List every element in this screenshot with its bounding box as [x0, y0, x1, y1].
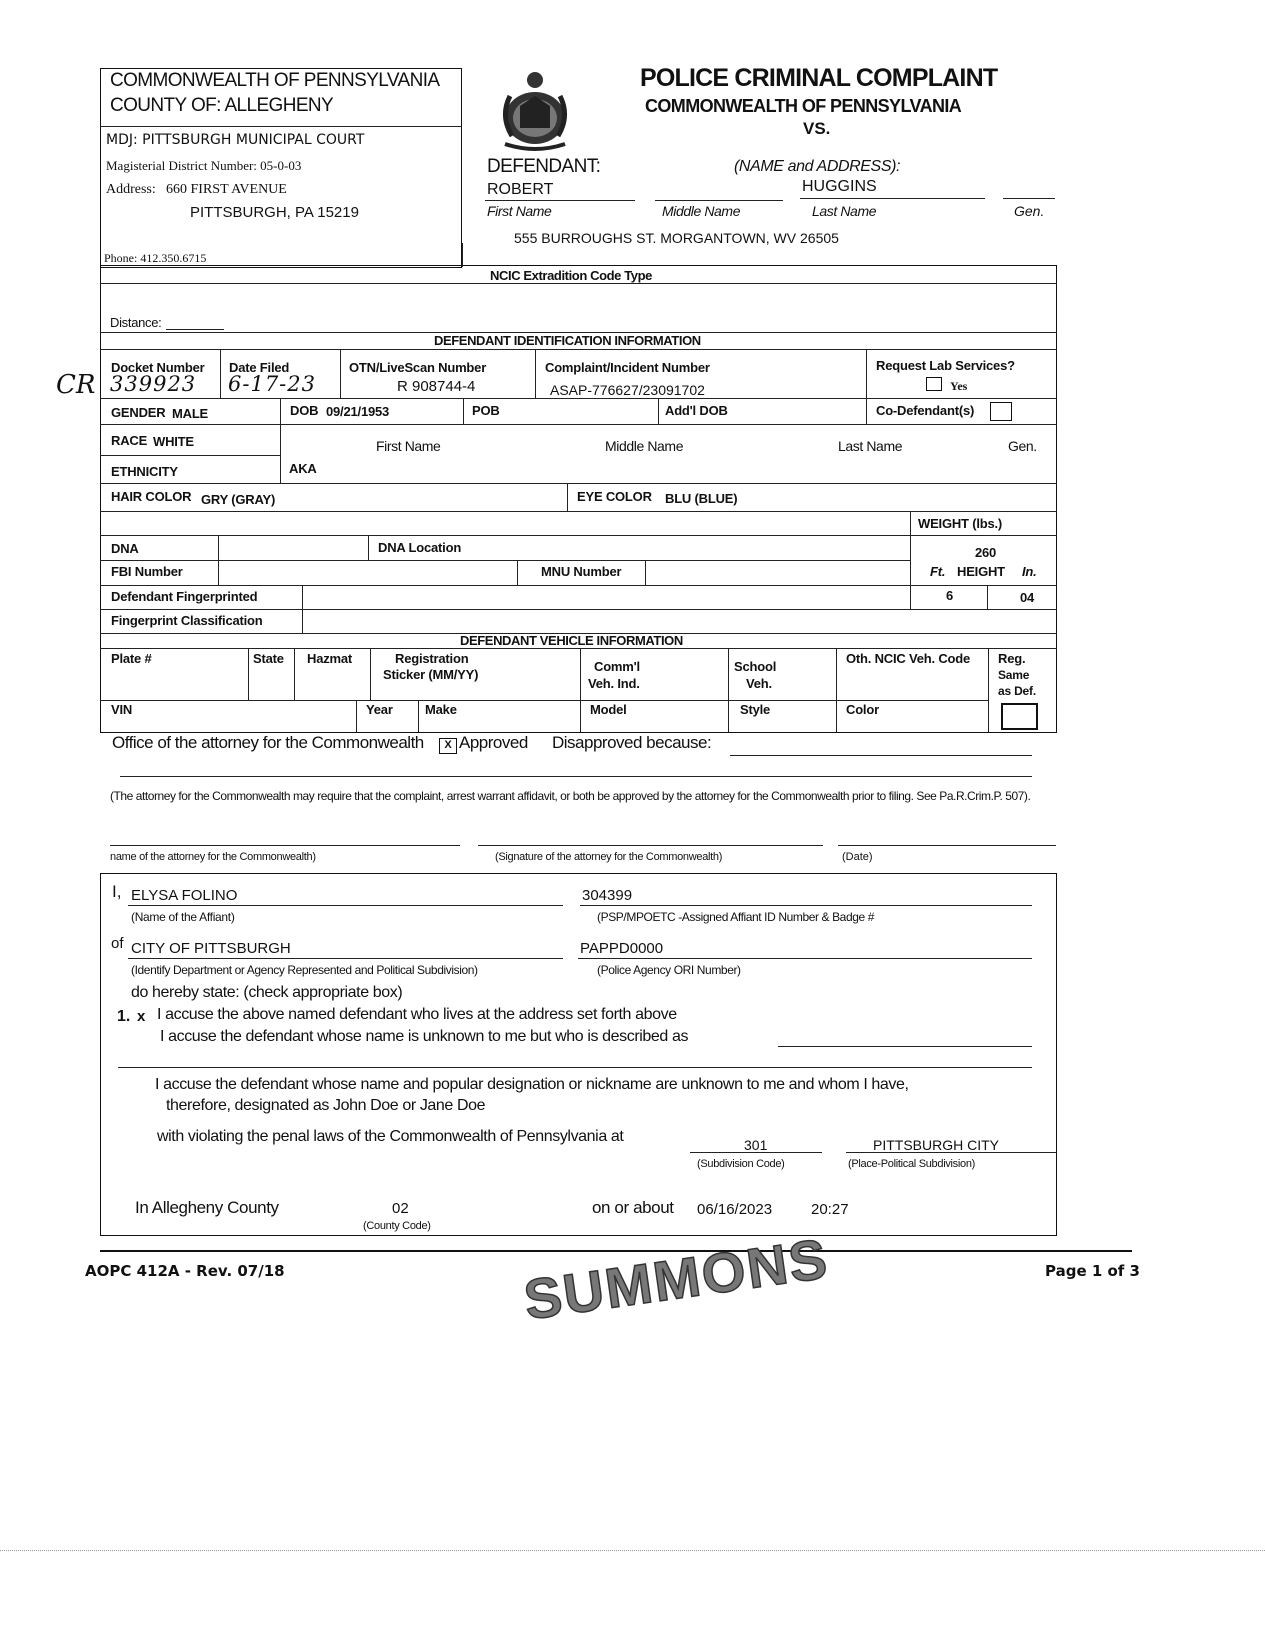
hazmat-label: Hazmat — [307, 651, 353, 666]
codefendant-label: Co-Defendant(s) — [876, 403, 975, 418]
item1-number: 1. — [117, 1008, 131, 1025]
item1-text: I accuse the above named defendant who lives at the address set forth above — [157, 1006, 677, 1023]
court-address-line2: PITTSBURGH, PA 15219 — [190, 204, 359, 221]
reg-same-label-2: Same — [998, 668, 1030, 682]
eye-color-label: EYE COLOR — [577, 489, 652, 504]
reg-same-checkbox[interactable] — [1001, 703, 1038, 730]
complaint-title: POLICE CRIMINAL COMPLAINT — [640, 64, 998, 92]
complaint-subtitle: COMMONWEALTH OF PENNSYLVANIA — [645, 96, 962, 116]
dna-location-label: DNA Location — [378, 540, 462, 555]
aka-middle-caption: Middle Name — [605, 438, 684, 454]
first-name-caption: First Name — [487, 203, 552, 219]
registration-sticker-label: Sticker (MM/YY) — [383, 667, 479, 682]
otn-label: OTN/LiveScan Number — [349, 360, 487, 375]
dob-label: DOB — [290, 403, 319, 418]
mnu-number-label: MNU Number — [541, 564, 622, 579]
address-label: Address: — [106, 182, 156, 197]
affiant-box — [100, 873, 1057, 1236]
dob-value: 09/21/1953 — [326, 404, 390, 419]
subdivision-code-caption: (Subdivision Code) — [697, 1158, 785, 1170]
aka-last-caption: Last Name — [838, 438, 903, 454]
versus-label: VS. — [803, 119, 831, 138]
hair-color-value: GRY (GRAY) — [201, 492, 276, 507]
vehicle-header: DEFENDANT VEHICLE INFORMATION — [460, 633, 683, 648]
fbi-number-label: FBI Number — [111, 564, 183, 579]
court-address-line1: 660 FIRST AVENUE — [166, 182, 287, 197]
margin-note: CR — [56, 370, 96, 400]
dna-label: DNA — [111, 541, 139, 556]
affiant-of: of — [111, 935, 124, 952]
approved-label: Approved — [459, 733, 528, 752]
addl-dob-label: Add'l DOB — [665, 403, 728, 418]
height-in-label: In. — [1022, 564, 1037, 579]
affiant-badge-caption: (PSP/MPOETC -Assigned Affiant ID Number & Badge # — [597, 910, 874, 924]
defendant-address: 555 BURROUGHS ST. MORGANTOWN, WV 26505 — [514, 230, 839, 246]
complaint-number-label: Complaint/Incident Number — [545, 360, 710, 375]
height-label: HEIGHT — [957, 564, 1005, 579]
ethnicity-label: ETHNICITY — [111, 464, 178, 479]
gender-label: GENDER — [111, 405, 166, 420]
comml-label: Comm'l — [594, 659, 640, 674]
offense-time: 20:27 — [811, 1201, 849, 1218]
affiant-badge: 304399 — [582, 887, 633, 904]
registration-label: Registration — [395, 651, 469, 666]
year-label: Year — [366, 702, 393, 717]
form-number: AOPC 412A - Rev. 07/18 — [85, 1262, 285, 1280]
place-subdivision-caption: (Place-Political Subdivision) — [848, 1158, 976, 1170]
affiant-state-text: do hereby state: (check appropriate box) — [131, 984, 403, 1001]
gen-caption: Gen. — [1014, 203, 1045, 219]
school-label: School — [734, 659, 777, 674]
distance-label: Distance: — [110, 315, 162, 330]
affiant-i: I, — [112, 882, 122, 901]
eye-color-value: BLU (BLUE) — [665, 491, 738, 506]
aka-gen-caption: Gen. — [1008, 438, 1037, 454]
reg-same-label-1: Reg. — [998, 651, 1026, 666]
lab-services-checkbox[interactable] — [926, 377, 942, 391]
identification-header: DEFENDANT IDENTIFICATION INFORMATION — [434, 333, 701, 348]
attorney-signature-caption: (Signature of the attorney for the Commonwealth) — [495, 851, 723, 863]
attorney-note: (The attorney for the Commonwealth may require that the complaint, arrest warrant affidavit, or both be approved by the attorney for the Commonwealth prior to filing. See Pa.R.Crim.P. 507). — [110, 789, 1031, 803]
court-phone: Phone: 412.350.6715 — [104, 251, 207, 265]
county-label: COUNTY OF: ALLEGHENY — [110, 95, 334, 116]
defendant-last-name: HUGGINS — [802, 178, 877, 195]
page-number: Page 1 of 3 — [1045, 1262, 1140, 1280]
docket-number-value: 339923 — [110, 372, 197, 396]
attorney-name-caption: name of the attorney for the Commonwealth) — [110, 851, 316, 863]
aka-label: AKA — [289, 461, 317, 476]
affiant-name-caption: (Name of the Affiant) — [131, 910, 235, 924]
violating-text: with violating the penal laws of the Commonwealth of Pennsylvania at — [157, 1128, 624, 1145]
state-label: State — [253, 651, 284, 666]
oth-ncic-label: Oth. NCIC Veh. Code — [846, 651, 971, 666]
model-label: Model — [590, 702, 627, 717]
item3-text: I accuse the defendant whose name and popular designation or nickname are unknown to me and whom I have, — [155, 1076, 909, 1093]
affiant-ori: PAPPD0000 — [580, 940, 664, 957]
gender-value: MALE — [172, 406, 209, 421]
summons-stamp: SUMMONS — [520, 1226, 833, 1332]
ncic-extradition-label: NCIC Extradition Code Type — [490, 268, 652, 283]
date-filed-label: Date Filed — [229, 360, 290, 375]
county-code-caption: (County Code) — [363, 1220, 431, 1232]
otn-value: R 908744-4 — [397, 378, 476, 395]
vin-label: VIN — [111, 702, 133, 717]
attorney-date-caption: (Date) — [842, 851, 873, 863]
color-label: Color — [846, 702, 879, 717]
race-value: WHITE — [153, 434, 194, 449]
fp-classification-label: Fingerprint Classification — [111, 613, 263, 628]
offense-date: 06/16/2023 — [697, 1201, 773, 1218]
height-ft-value: 6 — [946, 588, 954, 603]
weight-label: WEIGHT (lbs.) — [918, 516, 1003, 531]
race-label: RACE — [111, 433, 148, 448]
disapproved-label: Disapproved because: — [552, 733, 712, 752]
school-veh-label: Veh. — [746, 676, 772, 691]
height-in-value: 04 — [1020, 590, 1035, 605]
affiant-department-caption: (Identify Department or Agency Represented and Political Subdivision) — [131, 963, 478, 977]
reg-same-label-3: as Def. — [998, 684, 1036, 698]
complaint-number-value: ASAP-776627/23091702 — [550, 382, 705, 398]
mdj-label: MDJ: PITTSBURGH MUNICIPAL COURT — [106, 132, 365, 148]
county-code: 02 — [392, 1200, 409, 1217]
name-address-label: (NAME and ADDRESS): — [734, 158, 901, 175]
style-label: Style — [740, 702, 771, 717]
district-number: Magisterial District Number: 05-0-03 — [106, 158, 302, 173]
codefendant-checkbox[interactable] — [990, 402, 1012, 421]
plate-label: Plate # — [111, 651, 152, 666]
county-text: In Allegheny County — [135, 1198, 279, 1217]
pennsylvania-seal-icon — [490, 66, 580, 154]
subdivision-code: 301 — [744, 1137, 768, 1153]
weight-value: 260 — [975, 545, 997, 560]
make-label: Make — [425, 702, 457, 717]
affiant-name: ELYSA FOLINO — [131, 887, 238, 904]
docket-number-label: Docket Number — [111, 360, 205, 375]
lab-services-label: Request Lab Services? — [876, 358, 1015, 373]
on-or-about-label: on or about — [592, 1198, 674, 1217]
height-ft-label: Ft. — [930, 564, 946, 579]
defendant-label: DEFENDANT: — [487, 156, 601, 177]
item1-checkmark[interactable]: x — [137, 1008, 146, 1025]
item2-text: I accuse the defendant whose name is unknown to me but who is described as — [160, 1028, 689, 1045]
aka-first-caption: First Name — [376, 438, 441, 454]
approved-checkbox[interactable]: X — [439, 738, 457, 754]
middle-name-caption: Middle Name — [662, 203, 741, 219]
place-subdivision: PITTSBURGH CITY — [873, 1137, 1000, 1153]
item3-text-line2: therefore, designated as John Doe or Jane Doe — [166, 1097, 486, 1114]
comml-ind-label: Veh. Ind. — [588, 676, 640, 691]
affiant-department: CITY OF PITTSBURGH — [131, 940, 291, 957]
pob-label: POB — [472, 403, 500, 418]
last-name-caption: Last Name — [812, 203, 877, 219]
commonwealth-label: COMMONWEALTH OF PENNSYLVANIA — [110, 70, 440, 91]
fingerprinted-label: Defendant Fingerprinted — [111, 589, 258, 604]
attorney-office-text: Office of the attorney for the Commonwealth — [112, 733, 424, 752]
defendant-first-name: ROBERT — [487, 181, 554, 198]
date-filed-value: 6-17-23 — [228, 372, 316, 396]
affiant-ori-caption: (Police Agency ORI Number) — [597, 963, 741, 977]
lab-yes-label: Yes — [950, 379, 968, 393]
hair-color-label: HAIR COLOR — [111, 489, 192, 504]
